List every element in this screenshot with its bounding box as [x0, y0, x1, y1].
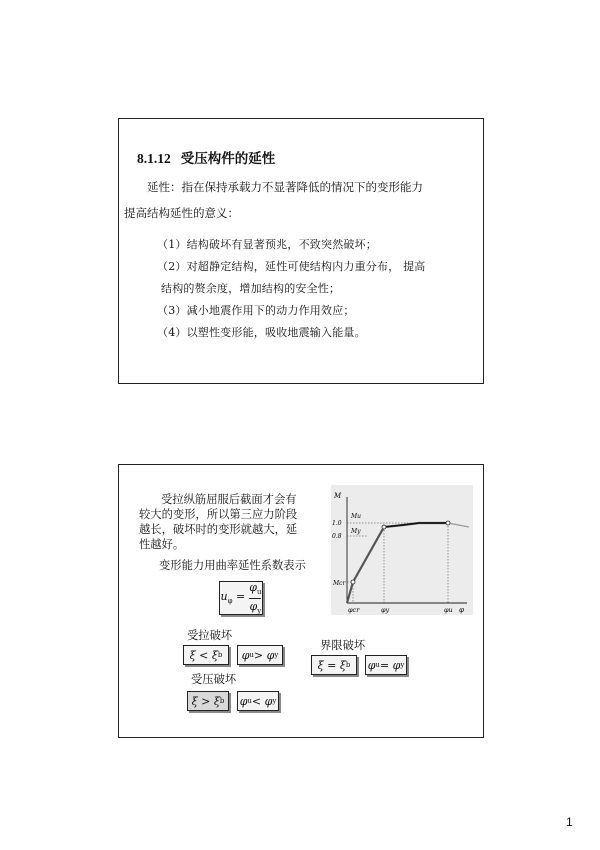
label-phi-cr: φcr	[348, 606, 360, 614]
paragraph-line: 较大的变形，所以第三应力阶段	[139, 508, 298, 521]
label-mcr: Mcr	[333, 580, 346, 587]
tick-label-1-0: 1.0	[332, 520, 342, 527]
paragraph-line: 越长，破坏时的变形就越大，延	[139, 523, 298, 536]
label-phi-y: φy	[381, 606, 390, 614]
yield-paragraph	[139, 492, 319, 552]
balanced-failure-label: 界限破坏	[320, 639, 366, 652]
compression-condition-phi: φ u < φ y	[237, 691, 279, 711]
label-phi-u: φu	[444, 606, 453, 614]
point-yield	[382, 525, 386, 529]
ductility-significance-heading: 提高结构延性的意义：	[124, 206, 239, 220]
x-axis-label: φ	[459, 606, 464, 614]
moment-curvature-chart	[331, 485, 473, 615]
tension-condition-xi: ξ < ξ b	[183, 645, 229, 665]
label-my: My	[351, 528, 361, 535]
tension-condition-phi: φ u > φ y	[237, 645, 283, 665]
tick-label-0-8: 0.8	[332, 533, 342, 540]
list-item: （2）对超静定结构，延性可使结构内力重分布， 提高	[157, 260, 426, 273]
balanced-condition-xi: ξ = ξ b	[311, 655, 357, 675]
tension-failure-label: 受拉破坏	[187, 629, 233, 642]
paragraph-line: 性越好。	[139, 538, 185, 551]
compression-condition-xi: ξ > ξ b	[187, 691, 229, 711]
chart-background	[331, 485, 473, 615]
point-cracking	[351, 580, 355, 584]
slide-2	[118, 464, 484, 738]
ductility-coefficient-formula: $u_\varphi$ = $\frac{\varphi_u}{\varphi_y}$	[220, 581, 262, 615]
label-mu: Mu	[351, 513, 362, 520]
section-title	[137, 147, 275, 167]
list-item: （1）结构破坏有显著预兆，不致突然破坏；	[157, 238, 377, 251]
paragraph-line: 受拉纵筋屈服后截面才会有	[161, 493, 297, 506]
slide-1	[118, 118, 484, 384]
section-title-text: 受压构件的延性	[180, 151, 276, 167]
curvature-ductility-text: 变形能力用曲率延性系数表示	[159, 559, 306, 572]
balanced-condition-phi: φ u = φ y	[365, 655, 407, 675]
page-number: 1	[566, 815, 573, 829]
y-axis-label: M	[334, 492, 342, 500]
list-item: （4）以塑性变形能，吸收地震输入能量。	[157, 326, 366, 339]
ductility-definition: 延性：指在保持承载力不显著降低的情况下的变形能力	[147, 180, 423, 194]
section-number: 8.1.12	[137, 151, 171, 166]
compression-failure-label: 受压破坏	[191, 673, 237, 686]
point-ultimate	[446, 521, 450, 525]
list-item: 结构的赘余度，增加结构的安全性；	[161, 282, 341, 295]
list-item: （3）减小地震作用下的动力作用效应；	[157, 304, 355, 317]
